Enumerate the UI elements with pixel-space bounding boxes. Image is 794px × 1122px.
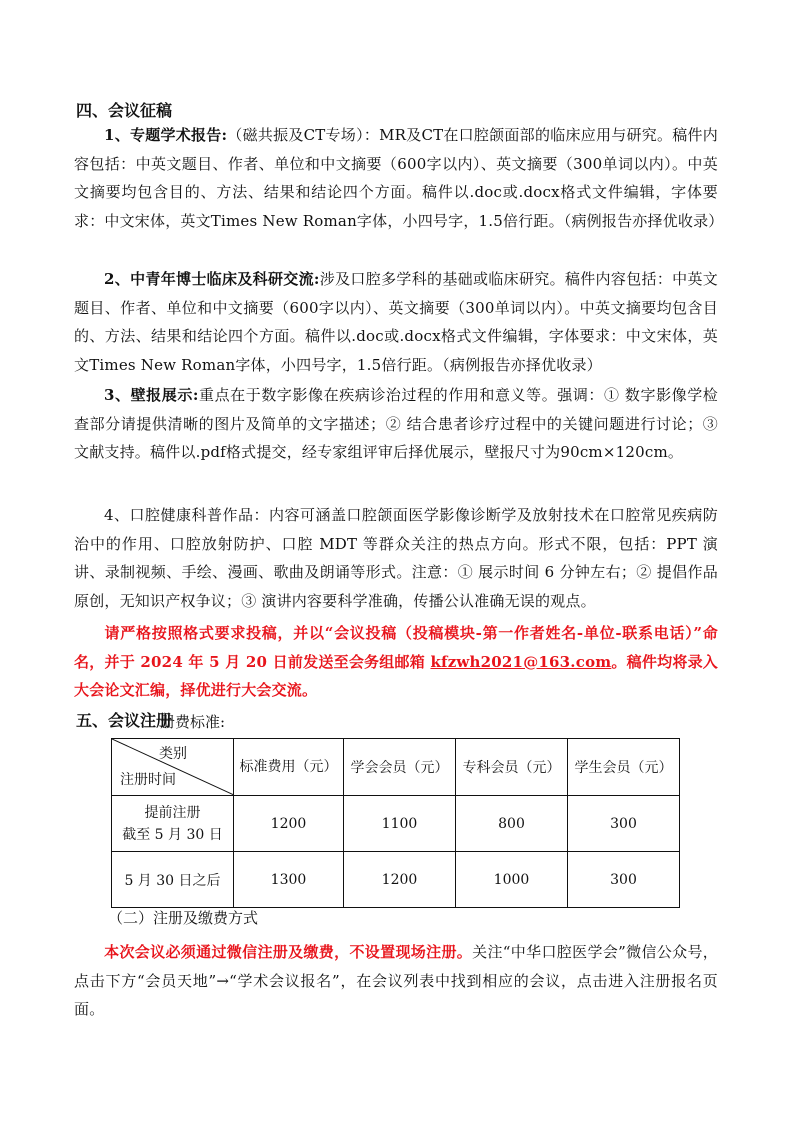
- item1-lead: 1、专题学术报告:: [104, 126, 228, 144]
- item1-text: （磁共振及CT专场）：MR及CT在口腔颌面部的临床应用与研究。稿件内容包括：中英文题目、作者、单位和中文摘要（600字以内）、英文摘要（300单词以内）。中英文摘要均包含目的、方法、结果和结论四个方面。稿件以.doc或.docx格式文件编辑，字体要求：中文宋体，英文Times New Roman字体，小四号字，1.5倍行距。（病例报告亦择优收录）: [74, 126, 724, 230]
- item1-paragraph: [74, 121, 724, 235]
- header-cell: 学生会员（元）: [568, 739, 680, 796]
- payment-instructions: 关注“中华口腔医学会”微信公众号，点击下方“会员天地”→“学术会议报名”，在会议列表中找到相应的会议，点击进入注册报名页面。: [74, 943, 718, 1018]
- item4-text: 4、口腔健康科普作品：内容可涵盖口腔颌面医学影像诊断学及放射技术在口腔常见疾病防治中的作用、口腔放射防护、口腔 MDT 等群众关注的热点方向。形式不限，包括：PPT 演讲、录制视频、手绘、漫画、歌曲及朗诵等形式。注意：① 展示时间 6 分钟左右；② 提倡作品原创，无知识产权争议；③ 演讲内容要科学准确，传播公认准确无误的观点。: [74, 506, 718, 610]
- table-row: [112, 796, 680, 852]
- submission-notice: [74, 619, 718, 705]
- table-cell: 300: [568, 796, 680, 852]
- section5-title-text: 五、会议注册: [76, 711, 173, 730]
- table-cell: 1000: [456, 852, 568, 908]
- item4-paragraph: [74, 501, 718, 615]
- table-cell: 1200: [234, 796, 344, 852]
- item2-text: 涉及口腔多学科的基础或临床研究。稿件内容包括：中英文题目、作者、单位和中文摘要（600字以内）、英文摘要（300单词以内）。中英文摘要均包含目的、方法、结果和结论四个方面。稿件以.doc或.docx格式文件编辑，字体要求：中文宋体，英文Times New Roman字体，小四号字，1.5倍行距。（病例报告亦择优收录）: [74, 270, 719, 374]
- table-cell: 800: [456, 796, 568, 852]
- email-link[interactable]: kfzwh2021@163.com: [430, 652, 612, 671]
- registration-fee-table: [111, 738, 680, 908]
- header-cell: 标准费用（元）: [234, 739, 344, 796]
- table-cell: 1100: [344, 796, 456, 852]
- table-cell: 300: [568, 852, 680, 908]
- row-label: 5 月 30 日之后: [112, 852, 234, 908]
- table-corner-cell: [112, 739, 234, 796]
- table-header-row: [112, 739, 680, 796]
- table-row: [112, 852, 680, 908]
- item3-lead: 3、壁报展示:: [104, 386, 199, 404]
- corner-top-label: 类别: [159, 746, 187, 762]
- section5-title: [76, 710, 172, 732]
- header-cell: 学会会员（元）: [344, 739, 456, 796]
- corner-bottom-label: 注册时间: [120, 772, 176, 788]
- payment-paragraph: [74, 938, 718, 1024]
- payment-subtitle: （二）注册及缴费方式: [108, 909, 259, 927]
- payment-required-notice: 本次会议必须通过微信注册及缴费，不设置现场注册。: [104, 943, 473, 961]
- notice-tail: 。稿件均将录入大会论文汇编，择优进行大会交流。: [74, 652, 718, 699]
- item2-paragraph: [74, 265, 718, 379]
- table-cell: 1200: [344, 852, 456, 908]
- item3-text: 重点在于数字影像在疾病诊治过程的作用和意义等。强调：① 数字影像学检查部分请提供清晰的图片及简单的文字描述；② 结合患者诊疗过程中的关键问题进行讨论；③ 文献支持。稿件以.pdf格式提交，经专家组评审后择优展示，壁报尺寸为90cm×120cm。: [74, 386, 719, 461]
- item3-paragraph: [74, 381, 718, 467]
- section5-overlap-text: 册费标准:: [160, 713, 226, 731]
- notice-text: 请严格按照格式要求投稿，并以“会议投稿（投稿模块-第一作者姓名-单位-联系电话）”命名，并于 2024 年 5 月 20 日前发送至会务组邮箱: [74, 624, 718, 671]
- header-cell: 专科会员（元）: [456, 739, 568, 796]
- item2-lead: 2、中青年博士临床及科研交流:: [104, 270, 320, 288]
- section4-title: 四、会议征稿: [76, 101, 173, 120]
- table-cell: 1300: [234, 852, 344, 908]
- row-label: 提前注册 截至 5 月 30 日: [112, 796, 234, 852]
